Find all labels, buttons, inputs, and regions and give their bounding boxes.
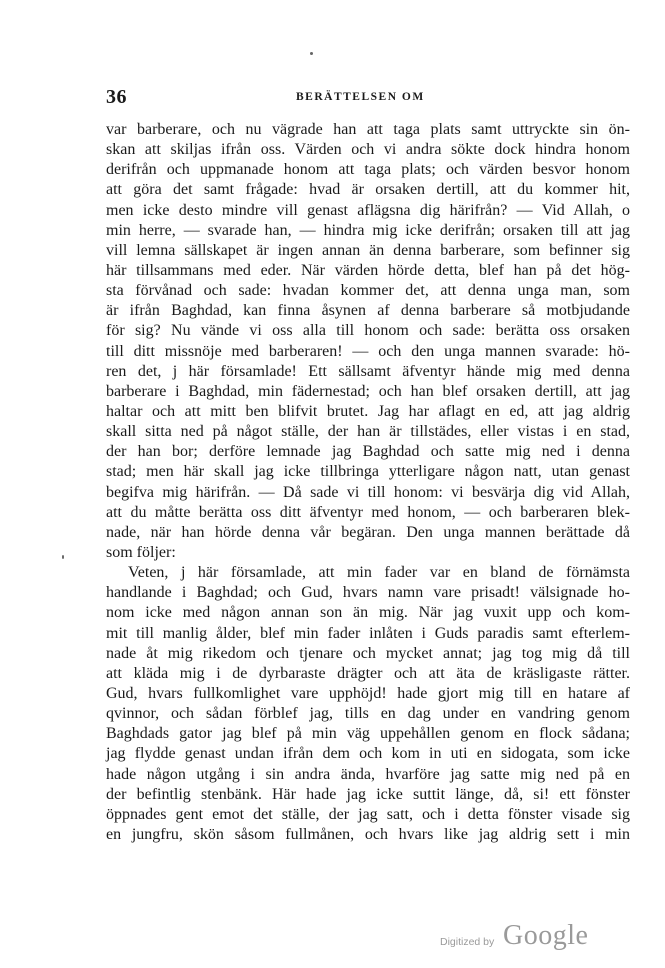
text-line: här tillsammans med eder. När värden hörde detta, blef han på det hög- [106,261,630,279]
google-logo: Google [503,920,589,951]
text-line: skan att skiljas ifrån oss. Värden och vi andra sökte dock hindra honom [106,141,630,159]
text-line: nade, när han hörde denna vår begäran. Den unga mannen berättade då [106,523,630,541]
text-line: nom icke med någon annan son än mig. När jag vuxit upp och kom- [106,604,630,622]
text-line: är ifrån Baghdad, kan finna åsynen af denna barberare så motbjudande [106,302,630,320]
digitized-watermark [440,922,620,956]
text-line: ren det, j här församlade! Ett sällsamt äfventyr hände mig med denna [106,362,630,380]
text-line: men icke desto mindre vill genast aflägsna dig härifrån? — Vid Allah, o [106,201,630,219]
text-line: sta förvånad och sade: hvadan kommer det, att denna unga man, som [106,282,630,300]
text-line: jag flydde genast undan ifrån dem och kom in uti en sidogata, som icke [106,745,630,763]
text-line: begifva mig härifrån. — Då sade vi till honom: vi besvärja dig vid Allah, [106,483,630,501]
text-line: der befintlig stenbänk. Här hade jag icke suttit länge, då, si! ett fönster [106,785,630,803]
paper-speck [310,52,313,55]
text-line: Baghdads gator jag blef på min väg uppehållen genom en flock sådana; [106,725,630,743]
text-line: att du måtte berätta oss ditt äfventyr med honom, — och barberaren blek- [106,503,630,521]
text-line: till ditt missnöje med barberaren! — och den unga mannen svarade: hö- [106,342,630,360]
text-line: stad; men här skall jag icke tillbringa ytterligare någon natt, utan genast [106,463,630,481]
text-line: nade åt mig rikedom och tjenare och mycket annat; jag tog mig då till [106,644,630,662]
watermark-prefix: Digitized by [440,936,495,948]
body-text [106,120,630,845]
text-line: för sig? Nu vände vi oss alla till honom och sade: berätta oss orsaken [106,322,630,340]
page-header [106,86,626,110]
text-line: qvinnor, och sådan förblef jag, tills en dag under en vandring genom [106,705,630,723]
text-line: haltar och att mitt ben blifvit brutet. Jag har aflagt en ed, att jag aldrig [106,402,630,420]
text-line: derifrån och uppmanade honom att taga plats; och värden besvor honom [106,161,630,179]
text-line: hade någon utgång i sin andra ända, hvarföre jag satte mig ned på en [106,765,630,783]
text-line: öppnades gent emot det ställe, der jag satt, och i detta fönster visade sig [106,805,630,823]
text-line: skall sitta ned på något ställe, der han är tillstädes, eller vistas i en stad, [106,423,630,441]
text-line: att kläda mig i de dyrbaraste drägter och att äta de kräsligaste rätter. [106,664,630,682]
text-line: en jungfru, skön såsom fullmånen, och hvars like jag aldrig sett i min [106,825,630,843]
text-line: mit till manlig ålder, blef min fader inlåten i Guds paradis samt efterlem- [106,624,630,642]
text-line: att göra det samt frågade: hvad är orsaken dertill, att du kommer hit, [106,181,630,199]
running-head: BERÄTTELSEN OM [296,91,425,103]
text-line: var barberare, och nu vägrade han att taga plats samt uttryckte sin ön- [106,121,630,138]
page-number: 36 [106,86,127,108]
text-line: min herre, — svarade han, — hindra mig icke derifrån; orsaken till att jag [106,221,630,239]
text-line: barberare i Baghdad, min fädernestad; och han blef orsaken dertill, att jag [106,382,630,400]
paper-speck [62,555,64,559]
text-line: der han bor; derföre lemnade jag Baghdad och satte mig ned i denna [106,443,630,461]
text-line: handlande i Baghdad; och Gud, hvars namn vare prisadt! välsignade ho- [106,584,630,602]
text-line: Veten, j här församlade, att min fader var en bland de förnämsta [128,564,630,582]
text-line: som följer: [106,543,176,561]
text-line: Gud, hvars fullkomlighet vare upphöjd! hade gjort mig till en hatare af [106,684,630,702]
text-line: vill lemna sällskapet är ingen annan än denna barberare, som befinner sig [106,241,630,259]
